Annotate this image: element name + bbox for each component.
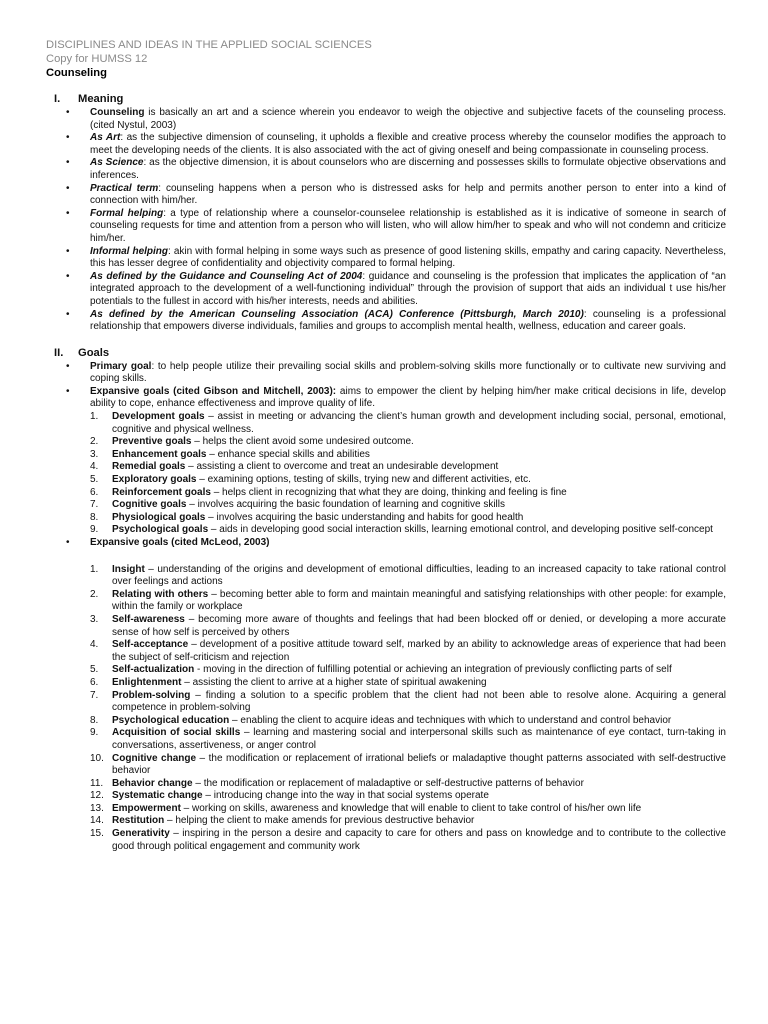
numbered-item xyxy=(90,714,726,728)
item-number: 1. xyxy=(90,563,99,575)
term: Reinforcement goals xyxy=(112,486,211,498)
list-item-mcleod-goals xyxy=(90,537,726,853)
definition: : a type of relationship where a counselor-counselee relationship is established as it is indicative of someone in search of counseling requests for time and attention from a person who will listen, who will allow him/her to speak and who will not condemn and criticize him/her. xyxy=(90,207,727,244)
definition: – understanding of the origins and development of emotional difficulties, leading to an increased capacity to take rational control over feelings and actions xyxy=(112,563,726,588)
definition: : to help people utilize their prevailing social skills and problem-solving skills more functionally or to cultivate new surviving and coping skills. xyxy=(90,360,726,385)
term: Psychological education xyxy=(112,714,230,726)
definition: is basically an art and a science wherein you endeavor to weigh the objective and subjective facets of the counseling process. (cited Nystul, 2003) xyxy=(90,107,726,131)
section-title: Goals xyxy=(78,346,110,359)
term: As Science xyxy=(90,157,144,169)
item-number: 2. xyxy=(90,436,99,448)
term: Development goals xyxy=(112,411,205,423)
term: Relating with others xyxy=(112,588,209,600)
course-header: DISCIPLINES AND IDEAS IN THE APPLIED SOCIAL SCIENCES xyxy=(46,39,372,51)
definition: – aids in developing good social interaction skills, learning emotional control, and developing positive self-concept xyxy=(208,524,713,536)
item-number: 6. xyxy=(90,486,99,498)
section-title: Meaning xyxy=(78,93,124,105)
term: Self-acceptance xyxy=(112,639,189,651)
definition: : akin with formal helping in some ways such as presence of good listening skills, empathy and caring capacity. Nevertheless, this has lesser degree of confidentiality and objectivity compared to formal helping. xyxy=(90,245,726,270)
term: Behavior change xyxy=(112,777,193,789)
term: Expansive goals (cited Gibson and Mitchell, 2003): xyxy=(90,385,337,397)
term: Preventive goals xyxy=(112,436,192,448)
numbered-item xyxy=(90,802,726,816)
definition: – the modification or replacement of maladaptive or self-destructive patterns of behavior xyxy=(192,777,584,789)
definition: – introducing change into the way in that social systems operate xyxy=(202,790,489,802)
definition: – enhance special skills and abilities xyxy=(206,448,370,460)
definition: - moving in the direction of fulfilling potential or achieving an integration of previously conflicting parts of self xyxy=(194,664,672,676)
definition: – assist in meeting or advancing the client’s human growth and development including social, personal, emotional, cognitive and physical wellness. xyxy=(112,411,726,435)
term: Informal helping xyxy=(90,245,169,257)
numbered-item xyxy=(90,752,726,778)
list-item xyxy=(90,132,726,157)
document-title: Counseling xyxy=(46,67,107,79)
item-number: 8. xyxy=(90,714,99,726)
definition: – helps client in recognizing that what they are doing, thinking and feeling is fine xyxy=(210,486,567,498)
item-number: 4. xyxy=(90,639,99,651)
item-number: 3. xyxy=(90,613,99,625)
term: Cognitive change xyxy=(112,752,197,764)
definition: – becoming more aware of thoughts and feelings that had been blocked off or denied, or developing a more accurate sense of how self is perceived by others xyxy=(112,613,726,638)
definition: – assisting a client to overcome and treat an undesirable development xyxy=(185,461,499,473)
term: Insight xyxy=(112,563,145,575)
list-item xyxy=(90,107,726,132)
numbered-item xyxy=(90,486,726,500)
definition: – involves acquiring the basic foundation of learning and cognitive skills xyxy=(186,499,505,511)
list-item xyxy=(90,309,726,334)
definition: – learning and mastering social and interpersonal skills such as maintenance of eye contact, turn-taking in conversations, assertiveness, or anger control xyxy=(112,727,726,751)
definition: : guidance and counseling is the profession that implicates the application of “an integrated approach to the development of a well-functioning individual” through the provision of support that aids an individual t use his/her potentials to the fullest in accord with his/her interests, needs and abilities. xyxy=(90,270,726,307)
term: As defined by the American Counseling Association (ACA) Conference (Pittsburgh, March 2010) xyxy=(90,308,584,320)
definition: – development of a positive attitude toward self, marked by an ability to acknowledge areas of experience that had been the subject of self-criticism and rejection xyxy=(112,639,726,663)
definition: – becoming better able to form and maintain meaningful and satisfying relationships with other people: for example, within the family or workplace xyxy=(112,588,727,613)
term: Counseling xyxy=(90,107,145,118)
list-item xyxy=(90,271,726,309)
numbered-item xyxy=(90,613,726,639)
definition: : counseling is a professional relationship that empowers diverse individuals, families and groups to accomplish mental health, wellness, education and career goals. xyxy=(90,308,726,333)
section-heading-meaning xyxy=(46,92,726,106)
definition: : counseling happens when a person who is distressed asks for help and permits another person to enter into a kind of connection with him/her. xyxy=(90,182,726,207)
term: Generativity xyxy=(112,828,170,840)
item-number: 7. xyxy=(90,689,99,701)
item-number: 14. xyxy=(90,815,104,827)
numbered-item xyxy=(90,664,726,677)
item-number: 3. xyxy=(90,448,99,460)
term: Restitution xyxy=(112,815,165,827)
item-number: 13. xyxy=(90,802,104,814)
item-number: 6. xyxy=(90,676,99,688)
term: Psychological goals xyxy=(112,524,209,536)
numbered-item xyxy=(90,524,726,537)
numbered-item xyxy=(90,411,726,436)
term: As Art xyxy=(90,132,121,144)
mcleod-goals-list xyxy=(90,564,726,854)
term: Self-actualization xyxy=(112,664,195,676)
numbered-item xyxy=(90,436,726,449)
definition: – helping the client to make amends for previous destructive behavior xyxy=(164,815,475,827)
meaning-list xyxy=(46,107,726,334)
term: Practical term xyxy=(90,182,159,194)
numbered-item xyxy=(90,474,726,487)
term: Systematic change xyxy=(112,790,203,802)
definition: – examining options, testing of skills, trying new and different activities, etc. xyxy=(196,474,531,486)
list-item xyxy=(90,208,726,246)
term: Acquisition of social skills xyxy=(112,727,241,739)
definition: – inspiring in the person a desire and capacity to care for others and pass on knowledge and to contribute to the collective good through political engagement and community work xyxy=(112,828,726,852)
section-heading-goals xyxy=(46,346,726,360)
item-number: 9. xyxy=(90,727,99,739)
definition: – assisting the client to arrive at a higher state of spiritual awakening xyxy=(181,676,487,688)
list-item xyxy=(90,157,726,182)
item-number: 1. xyxy=(90,411,99,423)
numbered-item xyxy=(90,727,726,752)
term: Enhancement goals xyxy=(112,448,207,460)
term: Exploratory goals xyxy=(112,474,197,486)
definition: – the modification or replacement of irrational beliefs or maladaptive thought patterns associated with self-destructive behavior xyxy=(112,752,726,777)
list-item xyxy=(90,183,726,208)
numbered-item xyxy=(90,639,726,664)
definition: : as the objective dimension, it is about counselors who are discerning and possesses skills to formulate objective observations and inferences. xyxy=(90,157,726,181)
definition: – helps the client avoid some undesired outcome. xyxy=(191,436,414,448)
definition: : as the subjective dimension of counseling, it upholds a flexible and creative process whereby the counselor modifies the approach to meet the developing needs of the clients. It is also associated with the act of giving oneself and being compassionate in counseling process. xyxy=(90,132,726,156)
item-number: 8. xyxy=(90,511,99,523)
term: Primary goal xyxy=(90,360,152,372)
numbered-item xyxy=(90,461,726,474)
term: Remedial goals xyxy=(112,461,186,473)
numbered-item xyxy=(90,828,726,853)
term: Expansive goals (cited McLeod, 2003) xyxy=(90,537,270,548)
list-item xyxy=(90,246,726,271)
term: Empowerment xyxy=(112,802,181,814)
item-number: 4. xyxy=(90,461,99,473)
item-number: 9. xyxy=(90,524,99,536)
definition: – involves acquiring the basic understanding and habits for good health xyxy=(205,511,524,523)
numbered-item xyxy=(90,790,726,803)
item-number: 5. xyxy=(90,474,99,486)
section-numeral: II. xyxy=(54,346,64,359)
term: As defined by the Guidance and Counseling Act of 2004 xyxy=(90,270,363,282)
numbered-item xyxy=(90,777,726,791)
term: Enlightenment xyxy=(112,676,182,688)
definition: aims to empower the client by helping him/her make critical decisions in life, develop ability to cope, enhance effectiveness and improve quality of life. xyxy=(90,385,726,410)
term: Physiological goals xyxy=(112,511,206,523)
item-number: 5. xyxy=(90,664,99,676)
numbered-item xyxy=(90,815,726,828)
gibson-goals-list xyxy=(90,411,726,537)
item-number: 12. xyxy=(90,790,104,802)
copy-note: Copy for HUMSS 12 xyxy=(46,53,148,65)
definition: – enabling the client to acquire ideas and techniques with which to understand and control behavior xyxy=(229,714,672,726)
numbered-item xyxy=(90,511,726,525)
term: Formal helping xyxy=(90,207,164,219)
term: Problem-solving xyxy=(112,689,191,701)
item-number: 15. xyxy=(90,828,104,840)
term: Cognitive goals xyxy=(112,499,187,511)
item-number: 2. xyxy=(90,588,99,600)
numbered-item xyxy=(90,563,726,589)
item-number: 10. xyxy=(90,752,104,764)
numbered-item xyxy=(90,676,726,690)
numbered-item xyxy=(90,689,726,715)
document-body xyxy=(46,92,726,853)
numbered-item xyxy=(90,499,726,512)
term: Self-awareness xyxy=(112,613,185,625)
definition: – working on skills, awareness and knowledge that will enable to client to take control of his/her own life xyxy=(180,802,642,814)
list-item-primary-goal xyxy=(90,361,726,386)
item-number: 11. xyxy=(90,777,104,789)
goals-list xyxy=(46,361,726,854)
list-item-gibson-goals xyxy=(90,386,726,537)
numbered-item xyxy=(90,448,726,462)
item-number: 7. xyxy=(90,499,99,511)
section-numeral: I. xyxy=(54,93,61,105)
definition: – finding a solution to a specific problem that the client had not been able to resolve alone. Acquiring a general competence in problem-solving xyxy=(112,689,726,714)
numbered-item xyxy=(90,588,727,614)
